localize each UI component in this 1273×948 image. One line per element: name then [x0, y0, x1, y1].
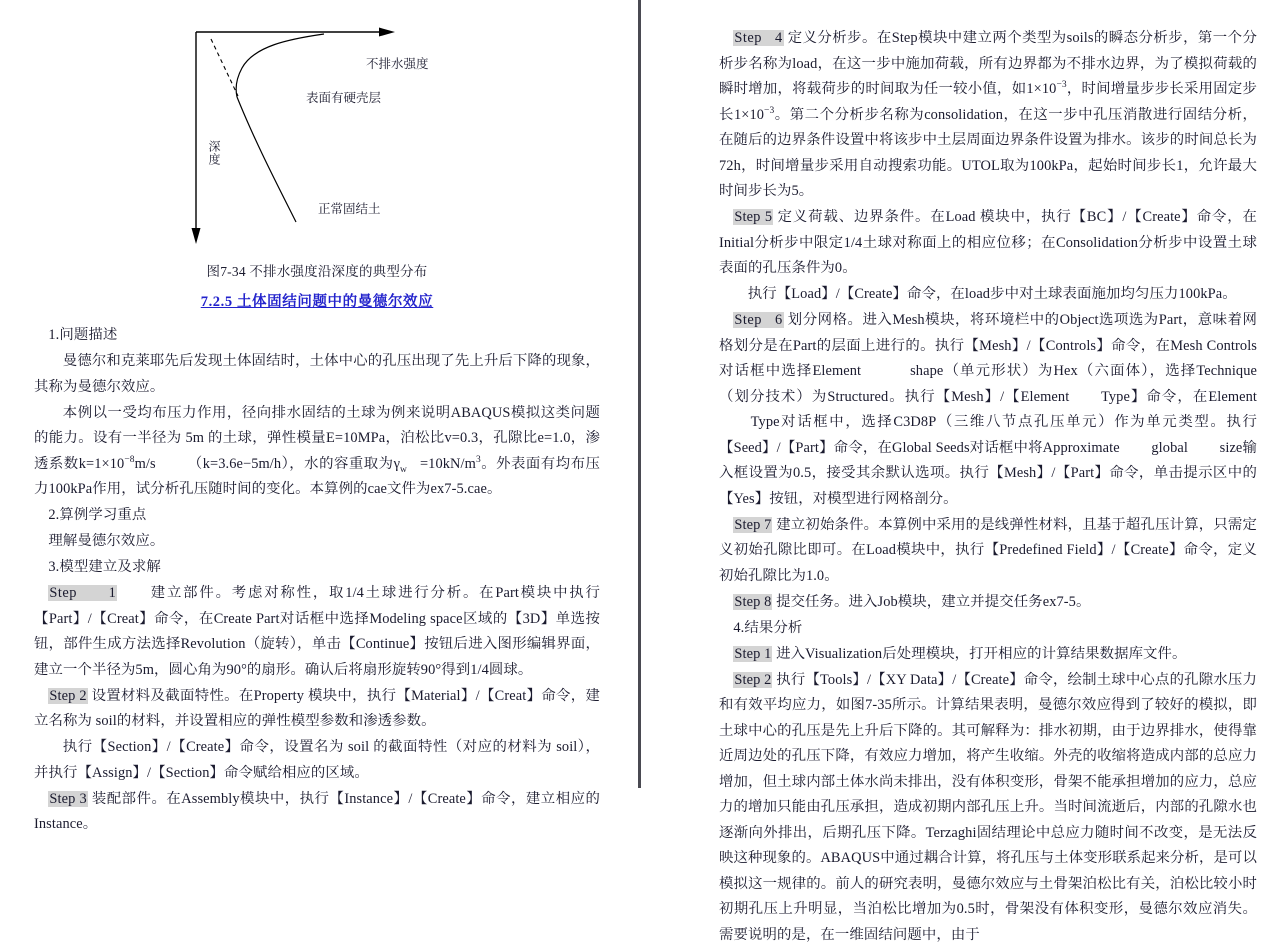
- paragraph-load-create: 执行【Load】/【Create】命令，在load步中对土球表面施加均匀压力100kPa。: [719, 282, 1257, 308]
- gamma-subscript: w: [400, 464, 407, 474]
- step-6-text-e: global: [1151, 440, 1188, 456]
- step-4-text-a: 定义分析步。在Step模块中建立两个类型为soils的瞬态分析步，第一个分析步名称为load，在这一步中施加荷载，所有边界都为不排水边界，为了模拟荷载的瞬时增加，将载荷步的时间取为任一较小值，如1×10: [719, 30, 1257, 97]
- paragraph-step-5: [719, 205, 1257, 282]
- figure-7-34: [34, 18, 600, 256]
- figure-x-axis-label: 不排水强度: [366, 54, 429, 72]
- unit-weight-symbol: [394, 456, 407, 472]
- paragraph-result-step-2: [719, 668, 1257, 948]
- heading-problem-description: 1.问题描述: [34, 323, 600, 349]
- step-4-text-b: ，时间增量步步长采用固定步长1×10: [719, 81, 1257, 123]
- step-6-number: 6: [775, 312, 783, 328]
- params-part-b: m/s: [135, 456, 156, 472]
- step-5-text: 定义荷载、边界条件。在Load 模块中，执行【BC】/【Create】命令，在Initial分析步中限定1/4土球对称面上的相应位移；在Consolidation分析步中设置土球表面的孔压条件为0。: [719, 209, 1257, 276]
- paragraph-model-parameters: [34, 401, 600, 503]
- step-2-badge: Step 2: [48, 688, 87, 704]
- result-step-2-text: 执行【Tools】/【XY Data】/【Create】命令，绘制土球中心点的孔隙水压力和有效平均应力，如图7-35所示。计算结果表明，曼德尔效应得到了较好的模拟，即土球中心的孔压是先上升后下降的。其可解释为：排水初期，由于边界排水，使得靠近周边处的孔压下降，有效应力增加，将产生收缩。外壳的收缩将造成内部的总应力增加，但土球内部土体水尚未排出，没有体积变形，骨架不能承担增加的应力，总应力的增加只能由孔压承担，造成初期内部孔压上升。当时间流逝后，内部的孔隙水也逐渐向外排出，后期孔压下降。Terzaghi固结理论中总应力随时间不改变，是无法反映这种现象的。ABAQUS中通过耦合计算，将孔压与土体变形联系起来分析，是可以模拟这一规律的。前人的研究表明，曼德尔效应与土骨架泊松比有关，泊松比较小时初期孔压上升明显，当泊松比增加为0.5时，骨架没有体积变形，曼德尔效应消失。需要说明的是，在一维固结问题中，由于: [719, 672, 1257, 943]
- figure-caption: 图7-34 不排水强度沿深度的典型分布: [34, 260, 600, 280]
- step-7-badge: Step 7: [733, 517, 772, 533]
- figure-curve-label-normally-consolidated: 正常固结土: [318, 199, 381, 217]
- step-7-text: 建立初始条件。本算例中采用的是线弹性材料，且基于超孔压计算，只需定义初始孔隙比即可。在Load模块中，执行【Predefined Field】/【Create】命令，定义初始孔隙比为1.0。: [719, 517, 1257, 584]
- gamma-symbol: γ: [394, 456, 400, 472]
- step-1-text: 建立部件。考虑对称性，取1/4土球进行分析。在Part模块中执行【Part】/【Creat】命令，在Create Part对话框中选择Modeling space区域的【3D】单选按钮，部件生成方法选择Revolution（旋转），单击【Continue】按钮后进入图形编辑界面，建立一个半径为5m，圆心角为90°的扇形。确认后将扇形旋转90°得到1/4圆球。: [34, 585, 600, 678]
- step-8-badge: Step 8: [733, 594, 772, 610]
- step-4-exponent-1: −3: [1056, 80, 1066, 90]
- step-6-label: Step: [734, 312, 762, 328]
- step-6-text-f: size输入框设置为0.5，接受其余默认选项。执行【Mesh】/【Part】命令，单击提示区中的【Yes】按钮，对模型进行网格剖分。: [719, 440, 1257, 507]
- permeability-exponent: −8: [124, 455, 134, 465]
- step-6-text-a: 划分网格。进入Mesh模块，将环境栏中的Object选项选为Part，意味着网格划分是在Part的层面上进行的。执行【Mesh】/【Controls】命令，在Mesh Controls对话框中选择Element: [719, 312, 1257, 379]
- step-3-badge: Step 3: [48, 791, 87, 807]
- step-6-badge: [733, 312, 783, 328]
- step-8-text: 提交任务。进入Job模块，建立并提交任务ex7-5。: [776, 594, 1090, 610]
- step-4-exponent-2: −3: [764, 106, 774, 116]
- paragraph-study-points: 理解曼德尔效应。: [34, 529, 600, 555]
- paragraph-mandel-effect: 曼德尔和克莱耶先后发现土体固结时，土体中心的孔压出现了先上升后下降的现象，其称为曼德尔效应。: [34, 349, 600, 400]
- result-step-1-text: 进入Visualization后处理模块，打开相应的计算结果数据库文件。: [776, 646, 1186, 662]
- cubic-exponent: 3: [476, 455, 481, 465]
- paragraph-step-3: [34, 787, 600, 838]
- figure-curve-label-crust: 表面有硬壳层: [306, 88, 381, 106]
- step-3-text: 装配部件。在Assembly模块中，执行【Instance】/【Create】命令，建立相应的Instance。: [34, 791, 600, 833]
- heading-model-setup: 3.模型建立及求解: [34, 555, 600, 581]
- result-step-2-badge: Step 2: [733, 672, 772, 688]
- paragraph-step-2: [34, 684, 600, 735]
- paragraph-step-6: [719, 308, 1257, 512]
- params-part-d: =10kN/m: [420, 456, 476, 472]
- paragraph-step-1: [34, 581, 600, 683]
- step-1-number: 1: [109, 585, 117, 601]
- paragraph-section-assign: 执行【Section】/【Create】命令，设置名为 soil 的截面特性（对应的材料为 soil），并执行【Assign】/【Section】命令赋给相应的区域。: [34, 735, 600, 786]
- step-1-badge: [48, 585, 117, 601]
- step-4-label: Step: [734, 30, 762, 46]
- params-part-e: 。外表面有均布压力100kPa作用，试分析孔压随时间的变化。本算例的cae文件为ex7-5.cae。: [34, 456, 600, 498]
- paragraph-result-step-1: [719, 642, 1257, 668]
- step-4-badge: [733, 30, 783, 46]
- step-4-text-c: 。第二个分析步名称为consolidation，在这一步中孔压消散进行固结分析，在随后的边界条件设置中将该步中土层周面边界条件设置为排水。该步的时间总长为72h，时间增量步采用自动搜索功能。UTOL取为100kPa，起始时间步长1，允许最大时间步长为5。: [719, 107, 1257, 200]
- step-2-text: 设置材料及截面特性。在Property 模块中，执行【Material】/【Creat】命令，建立名称为 soil的材料，并设置相应的弹性模型参数和渗透参数。: [34, 688, 600, 730]
- section-heading-link[interactable]: 7.2.5 土体固结问题中的曼德尔效应: [34, 290, 600, 311]
- figure-y-axis-label: 深度: [206, 140, 223, 166]
- paragraph-step-7: [719, 513, 1257, 590]
- heading-study-points: 2.算例学习重点: [34, 503, 600, 529]
- step-6-text-b: shape（单元形状）为Hex（六面体），选择Technique（划分技术）为Structured。执行【Mesh】/【Element: [719, 363, 1257, 405]
- params-part-a: 本例以一受均布压力作用，径向排水固结的土球为例来说明ABAQUS模拟这类问题的能力。设有一半径为 5m 的土球，弹性模量E=10MPa，泊松比v=0.3，孔隙比e=1.0，渗透系数k=1×10: [34, 405, 600, 472]
- step-1-label: Step: [49, 585, 77, 601]
- right-column: [641, 0, 1273, 788]
- params-part-c: （k=3.6e−5m/h），水的容重取为: [187, 456, 393, 472]
- result-step-1-badge: Step 1: [733, 646, 772, 662]
- step-6-text-d: Type对话框中，选择C3D8P（三维八节点孔压单元）作为单元类型。执行【Seed】/【Part】命令，在Global Seeds对话框中将Approximate: [719, 414, 1257, 456]
- paragraph-step-4: [719, 26, 1257, 205]
- undrained-strength-depth-diagram: [174, 18, 454, 250]
- step-5-badge: Step 5: [733, 209, 773, 225]
- left-column: [0, 0, 638, 788]
- step-4-number: 4: [775, 30, 783, 46]
- step-6-text-c: Type】命令，在Element: [1101, 389, 1257, 405]
- paragraph-step-8: [719, 590, 1257, 616]
- heading-results-analysis: 4.结果分析: [719, 616, 1257, 642]
